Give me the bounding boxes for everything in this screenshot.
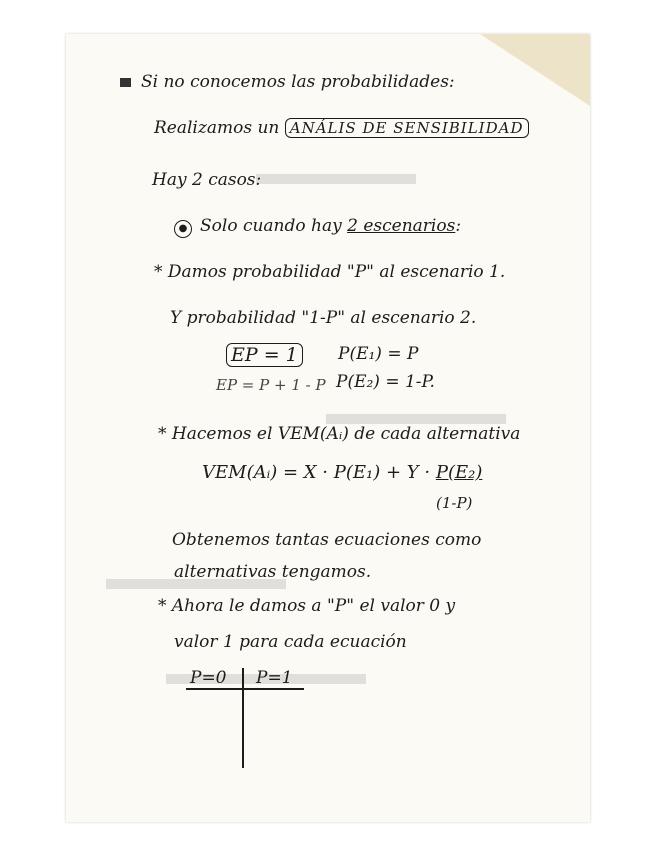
table-horizontal-rule — [186, 688, 304, 690]
formula-pe2: P(E₂) — [435, 462, 483, 483]
analysis-line — [154, 118, 529, 138]
scenarios-prefix: Solo cuando hay — [200, 216, 342, 236]
ep-strike-line: EP = P + 1 - P — [216, 376, 326, 394]
now-line-1: * Ahora le damos a "P" el valor 0 y — [158, 596, 456, 616]
pe2-line: P(E₂) = 1-P. — [336, 372, 435, 392]
bleed-through-mark — [326, 414, 506, 424]
ep-box-line — [226, 344, 303, 366]
analysis-prefix: Realizamos un — [154, 118, 280, 138]
table-vertical-rule — [242, 668, 244, 768]
notebook-page — [66, 34, 590, 822]
radio-bullet-icon: ● — [174, 220, 192, 238]
heading-text: Si no conocemos las probabilidades: — [141, 72, 455, 92]
formula-under: (1-P) — [436, 494, 473, 512]
obtain-line-1: Obtenemos tantas ecuaciones como — [172, 530, 482, 550]
folded-corner — [480, 34, 590, 106]
pe1-line: P(E₁) = P — [338, 344, 419, 364]
formula-line — [202, 462, 482, 483]
obtain-line-2: alternativas tengamos. — [174, 562, 372, 582]
bleed-through-mark — [256, 174, 416, 184]
analysis-box: ANÁLIS DE SENSIBILIDAD — [285, 118, 529, 138]
now-line-2: valor 1 para cada ecuación — [174, 632, 407, 652]
square-bullet-icon — [120, 78, 131, 87]
vem-line: * Hacemos el VEM(Aᵢ) de cada alternativa — [158, 424, 521, 444]
formula-left: VEM(Aᵢ) = X · P(E₁) + Y · — [202, 462, 431, 483]
cases-line: Hay 2 casos: — [152, 170, 262, 190]
scenarios-underlined: 2 escenarios — [347, 216, 456, 236]
table-header-p0: P=0 — [190, 668, 227, 688]
prob-1p-line: Y probabilidad "1-P" al escenario 2. — [170, 308, 477, 328]
scenarios-line — [174, 216, 461, 238]
scenarios-suffix: : — [455, 216, 462, 236]
ep-box: EP = 1 — [226, 343, 303, 367]
heading-line — [120, 72, 455, 92]
prob-p-line: * Damos probabilidad "P" al escenario 1. — [154, 262, 506, 282]
table-header-p1: P=1 — [256, 668, 293, 688]
